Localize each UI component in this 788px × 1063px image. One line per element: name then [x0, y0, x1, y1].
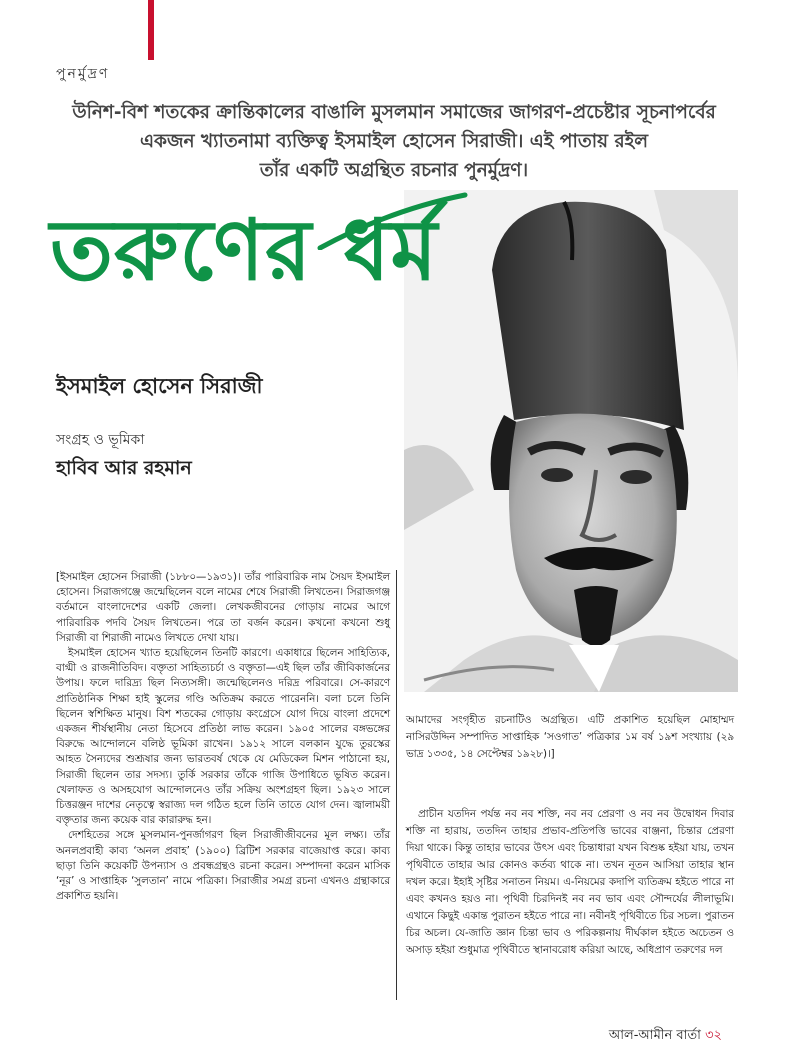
- column-1: [56, 570, 390, 904]
- column-2-intro: আমাদের সংগৃহীত রচনাটিও অগ্রন্থিত। এটি প্রকাশিত হয়েছিল মোহাম্মদ নাসিরউদ্দিন সম্পাদিত সাপ্তাহিক ‘সওগাত’ পত্রিকার ১ম বর্ষ ১৯শ সংখ্যায় (২৯ ভাদ্র ১৩৩৫, ১৪ সেপ্টেম্বর ১৯২৮)।]: [406, 714, 734, 760]
- column-divider: [396, 570, 397, 1000]
- paragraph: ইসমাইল হোসেন খ্যাত হয়েছিলেন তিনটি কারণে। একাধারে ছিলেন সাহিত্যিক, বাগ্মী ও রাজনীতিবিদ। বক্তৃতা সাহিত্যচর্চা ও বক্তৃতা—এই ছিল তাঁর জীবিকার্জনের উপায়। ফলে দারিদ্র্য ছিল নিত্যসঙ্গী। জন্মেছিলেনও দরিদ্র পরিবারে। সে-কারণে প্রাতিষ্ঠানিক শিক্ষা হাই স্কুলের গণ্ডি অতিক্রম করতে পারেননি। বলা চলে তিনি ছিলেন স্বশিক্ষিত মানুষ। বিশ শতকের গোড়ায় কংগ্রেসে যোগ দিয়ে বাংলা প্রদেশে একজন শীর্ষস্থানীয় নেতা হিসেবে প্রতিষ্ঠা লাভ করেন। ১৯০৫ সালের বঙ্গভঙ্গের বিরুদ্ধে আন্দোলনে বলিষ্ঠ ভূমিকা রাখেন। ১৯১২ সালে বলকান যুদ্ধে তুরস্কের আহত সৈন্যদের শুশ্রূষার জন্য ভারতবর্ষ থেকে যে মেডিকেল মিশন পাঠানো হয়, সিরাজী ছিলেন তার সদস্য। তুর্কি সরকার তাঁকে গাজি উপাধিতে ভূষিত করেন। খেলাফত ও অসহযোগ আন্দোলনেও তাঁর সক্রিয় অংশগ্রহণ ছিল। ১৯২৩ সালে চিত্তরঞ্জন দাশের নেতৃত্বে স্বরাজ্য দল গঠিত হলে তিনি তাতে যোগ দেন। জ্বালাময়ী বক্তৃতার জন্য কয়েক বার কারারুদ্ধ হন।: [56, 647, 390, 827]
- collected-label: সংগ্রহ ও ভূমিকা: [56, 432, 145, 448]
- article-title: তরুণের ধর্ম: [50, 201, 439, 299]
- author-portrait: [404, 190, 738, 692]
- title-swash-decoration: [300, 190, 470, 250]
- column-2-body: [406, 806, 734, 959]
- paragraph: প্রাচীন যতদিন পর্যন্ত নব নব শক্তি, নব নব প্রেরণা ও নব নব উদ্বোধন দিবার শক্তি না হারায়, ততদিন তাহার প্রভাব-প্রতিপত্তি ভাবের বাঞ্জনা, চিন্তার প্রেরণা দিয়া থাকে। কিন্তু তাহার ভাবের উৎস এবং চিন্তাধারা যখন বিশুষ্ক হইয়া যায়, তখন পৃথিবীতে তাহার আর কোনও কর্তব্য থাকে না। তখন নূতন আসিয়া তাহার স্থান দখল করে। ইহাই সৃষ্টির সনাতন নিয়ম। এ-নিয়মের কদাপি ব্যতিক্রম হইতে পারে না এবং কখনও হয়ও না। পৃথিবী চিরদিনই নব নব ভাব এবং সৌন্দর্যের লীলাভূমি। এখানে কিছুই একান্ত পুরাতন হইতে পারে না। নবীনই পৃথিবীতে চির সচল। পুরাতন চির অচল। যে-জাতি জ্ঞান চিন্তা ভাব ও পরিকল্পনায় দীর্ঘকাল হইতে অচেতন ও অসাড় হইয়া শুধুমাত্র পৃথিবীতে স্থানাবরোধ করিয়া আছে, অধিপ্রাণ তরুণের দল: [406, 808, 734, 956]
- intro-line-3: তাঁর একটি অগ্রন্থিত রচনার পুনর্মুদ্রণ।: [259, 160, 529, 181]
- intro-blurb: [30, 98, 758, 185]
- accent-bar: [148, 0, 154, 60]
- page-number: ৩২: [705, 1028, 722, 1043]
- intro-line-2: একজন খ্যাতনামা ব্যক্তিত্ব ইসমাইল হোসেন সিরাজী। এই পাতায় রইল: [139, 131, 649, 152]
- section-label: পুনর্মুদ্রণ: [56, 66, 110, 82]
- paragraph: দেশহিতের সঙ্গে মুসলমান-পুনর্জাগরণ ছিল সিরাজীজীবনের মূল লক্ষ্য। তাঁর অনলপ্রবাহী কাব্য ‘অনল প্রবাহ’ (১৯০০) ব্রিটিশ সরকার বাজেয়াপ্ত করে। কাব্য ছাড়া তিনি কয়েকটি উপন্যাস ও প্রবন্ধগ্রন্থও রচনা করেন। সম্পাদনা করেন মাসিক ‘নূর’ ও সাপ্তাহিক ‘সুলতান’ নামে পত্রিকা। সিরাজীর সমগ্র রচনা এখনও গ্রন্থাকারে প্রকাশিত হয়নি।: [56, 829, 390, 903]
- intro-line-1: উনিশ-বিশ শতকের ক্রান্তিকালের বাঙালি মুসলমান সমাজের জাগরণ-প্রচেষ্টার সূচনাপর্বের: [72, 102, 716, 123]
- magazine-name: আল-আমীন বার্তা: [608, 1028, 701, 1043]
- paragraph: [ইসমাইল হোসেন সিরাজী (১৮৮০—১৯৩১)। তাঁর পারিবারিক নাম সৈয়দ ইসমাইল হোসেন। সিরাজগঞ্জে জন্মেছিলেন বলে নামের শেষে সিরাজী লিখতেন। সিরাজগঞ্জ বর্তমানে বাংলাদেশের একটি জেলা। লেখকজীবনের গোড়ায় নামের আগে পারিবারিক পদবি সৈয়দ লিখতেন। পরে তা বর্জন করেন। কখনো কখনো শুধু সিরাজী বা শিরাজী নামেও লিখতে দেখা যায়।: [56, 571, 390, 644]
- editor-name: হাবিব আর রহমান: [56, 457, 192, 479]
- author-name: ইসমাইল হোসেন সিরাজী: [56, 374, 263, 398]
- page-footer: [0, 1026, 722, 1047]
